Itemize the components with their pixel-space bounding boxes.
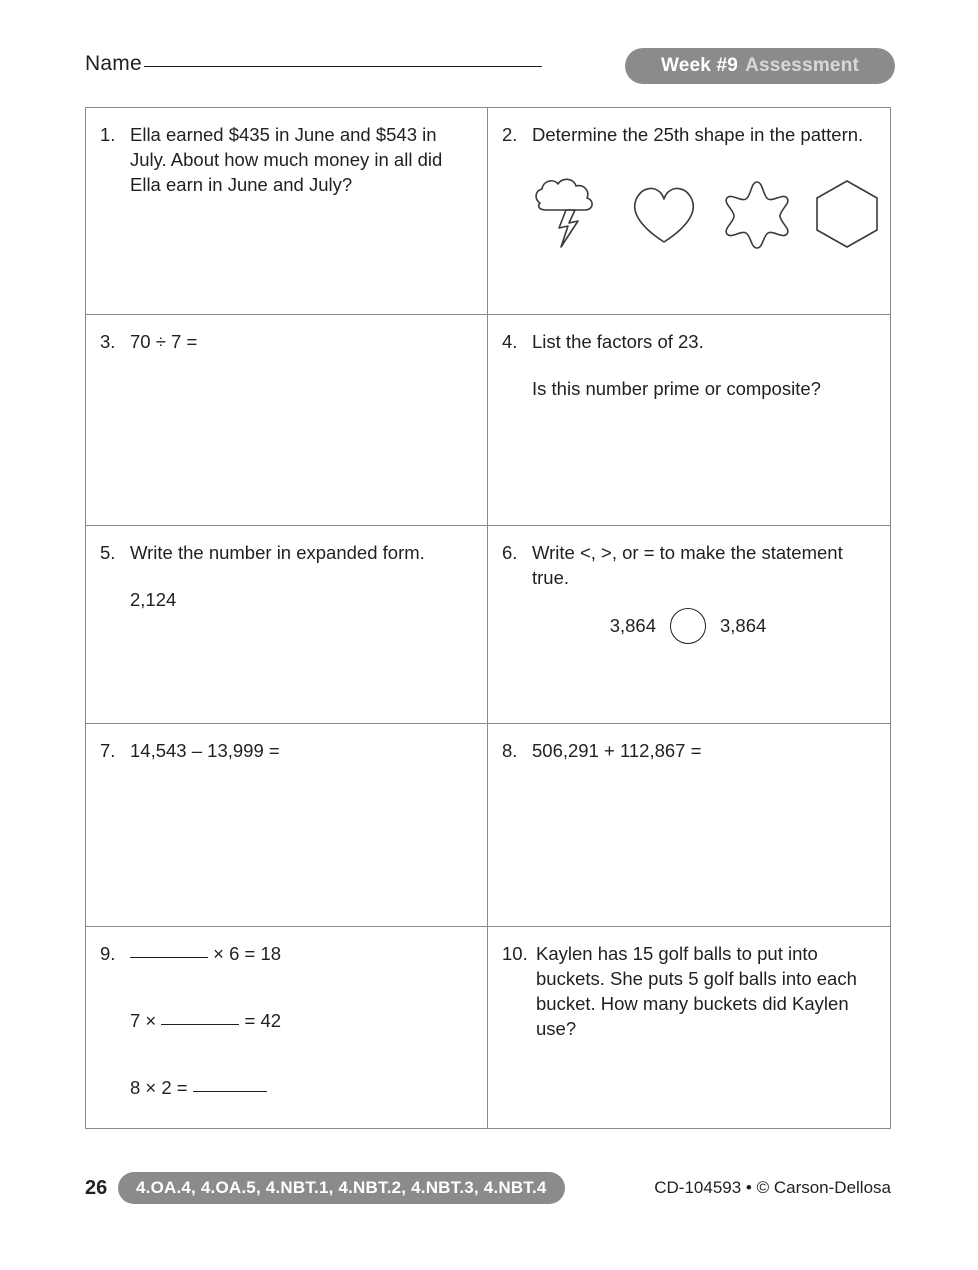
problem-text-2: Determine the 25th shape in the pattern. (532, 124, 864, 145)
problem-cell-9[interactable] (86, 927, 488, 1128)
problem-text-5: Write the number in expanded form. (130, 542, 425, 563)
heart-icon (626, 180, 702, 253)
problem-number-9: 9. (100, 943, 116, 964)
hexagon-icon (812, 177, 882, 256)
shape-pattern (526, 173, 874, 260)
problem-equation-9b (130, 1008, 471, 1033)
problem-row-5 (86, 927, 890, 1128)
problem-grid (85, 107, 891, 1129)
problem-cell-10[interactable] (488, 927, 890, 1128)
copyright-line: CD-104593 • © Carson-Dellosa (654, 1178, 891, 1197)
problem-text-3: 70 ÷ 7 = (130, 331, 198, 352)
week-number-label: Week #9 (660, 55, 739, 76)
problem-cell-2[interactable] (488, 108, 890, 315)
problem-text-7: 14,543 – 13,999 = (130, 740, 280, 761)
problem-number-1: 1. (100, 124, 116, 145)
problem-number-3: 3. (100, 331, 116, 352)
problem-text-1: Ella earned $435 in June and $543 in July. About how much money in all did Ella earn in June and July? (130, 124, 443, 195)
problem-number-5: 5. (100, 542, 116, 563)
problem-9b-prefix: 7 × (130, 1010, 157, 1031)
problem-cell-7[interactable] (86, 724, 488, 927)
problem-cell-4[interactable] (488, 315, 890, 526)
problem-cell-3[interactable] (86, 315, 488, 526)
problem-number-6: 6. (502, 542, 518, 563)
answer-blank-9c[interactable] (193, 1091, 267, 1092)
problem-number-2: 2. (502, 124, 518, 145)
problem-9c-prefix: 8 × 2 = (130, 1077, 188, 1098)
problem-row-1 (86, 108, 890, 315)
answer-blank-9b[interactable] (161, 1024, 239, 1025)
problem-cell-8[interactable] (488, 724, 890, 927)
page-number: 26 (85, 1177, 108, 1199)
name-write-line[interactable] (144, 66, 542, 67)
problem-number-7: 7. (100, 740, 116, 761)
compare-left-value: 3,864 (609, 615, 656, 636)
problem-number-10: 10. (502, 943, 528, 964)
assessment-label: Assessment (745, 55, 860, 76)
standards-badge: 4.OA.4, 4.OA.5, 4.NBT.1, 4.NBT.2, 4.NBT.3, 4.NBT.4 (118, 1172, 565, 1204)
problem-equation-9c (130, 1075, 471, 1100)
problem-text-8: 506,291 + 112,867 = (532, 740, 702, 761)
answer-blank-9a[interactable] (130, 957, 208, 958)
name-label: Name (85, 52, 142, 75)
problem-number-4: 4. (502, 331, 518, 352)
problem-equation-9a (130, 941, 471, 966)
problem-9a-suffix: × 6 = 18 (213, 943, 282, 964)
problem-cell-5[interactable] (86, 526, 488, 724)
problem-subtext-4: Is this number prime or composite? (532, 378, 821, 399)
problem-cell-6[interactable] (488, 526, 890, 724)
problem-number-8: 8. (502, 740, 518, 761)
week-assessment-banner (625, 48, 895, 84)
problem-text-10: Kaylen has 15 golf balls to put into buckets. She puts 5 golf balls into each bucket. How many buckets did Kaylen use? (536, 943, 857, 1039)
problem-row-4 (86, 724, 890, 927)
problem-9b-suffix: = 42 (244, 1010, 282, 1031)
star-icon (718, 178, 796, 255)
comparison-answer-circle[interactable] (670, 608, 706, 644)
page-footer (85, 1172, 891, 1206)
comparison-expression (502, 608, 874, 644)
cloud-with-lightning-icon (526, 173, 610, 260)
compare-right-value: 3,864 (720, 615, 767, 636)
problem-text-4: List the factors of 23. (532, 331, 704, 352)
problem-cell-1[interactable] (86, 108, 488, 315)
problem-text-6: Write <, >, or = to make the statement true. (532, 542, 843, 588)
name-field[interactable] (85, 52, 542, 76)
problem-row-3 (86, 526, 890, 724)
problem-row-2 (86, 315, 890, 526)
problem-value-5: 2,124 (130, 589, 177, 610)
page-header (85, 48, 895, 92)
